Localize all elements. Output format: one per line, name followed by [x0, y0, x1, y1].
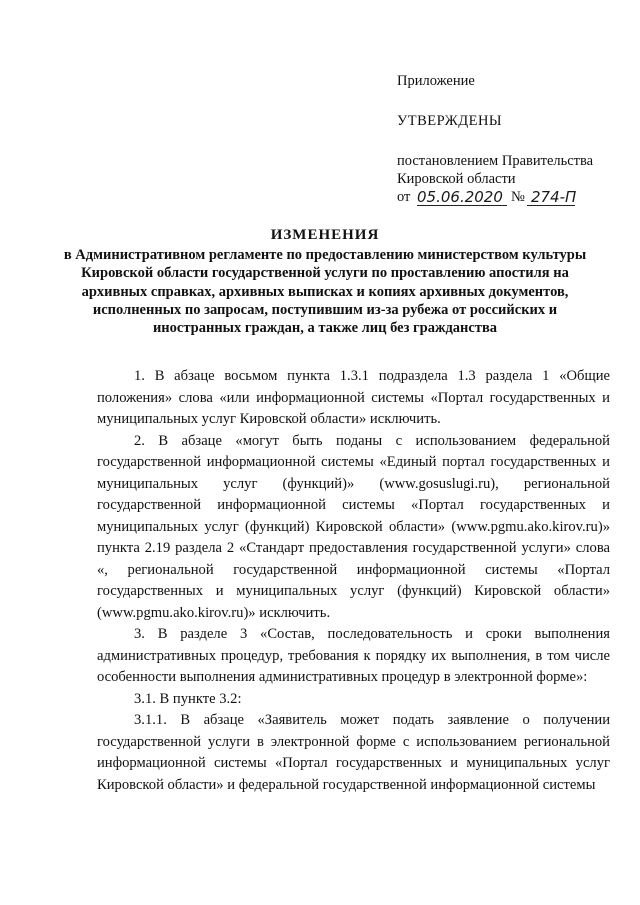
approval-block: [397, 72, 627, 208]
document-title: ИЗМЕНЕНИЯ: [270, 227, 380, 243]
handwritten-date: 05.06.2020: [417, 188, 503, 206]
paragraph-1: 1. В абзаце восьмом пункта 1.3.1 подраздела 1.3 раздела 1 «Общие положения» слова «или информационной системы «Портал государственных и муниципальных услуг Кировской области» исключить.: [97, 368, 610, 427]
document-heading: [60, 225, 590, 337]
number-underline: [527, 205, 575, 206]
date-underline: [417, 205, 507, 206]
appendix-label: Приложение: [397, 73, 475, 89]
paragraph-3-1-1: 3.1.1. В абзаце «Заявитель может подать заявление о получении государственной услуги в электронной форме с использованием региональной информационной системы «Портал государственных и муниципальных услуг Кировской области» и федеральной государственной информационной системы: [97, 712, 610, 793]
decree-line-1: постановлением Правительства: [397, 153, 594, 169]
paragraph-2: 2. В абзаце «могут быть поданы с использованием федеральной государственной информационной системы «Единый портал государственных и муниципальных услуг (функций)» (www.gosuslugi.ru), региональной государственной информационной системы «Портал государственных и муниципальных услуг (функций) Кировской области» (www.pgmu.ako.kirov.ru)» пункта 2.19 раздела 2 «Стандарт предоставления государственной услуги» слова «, региональной государственной информационной системы «Портал государственных и муниципальных услуг (функций) Кировской области» (www.pgmu.ako.kirov.ru)» исключить.: [97, 432, 610, 621]
paragraph-3: 3. В разделе 3 «Состав, последовательность и сроки выполнения административных процедур, требования к порядку их выполнения, в том числе особенности выполнения административных процедур в электронной форме»:: [97, 626, 610, 685]
paragraph-3-1: 3.1. В пункте 3.2:: [134, 690, 242, 707]
number-sign: №: [511, 189, 525, 205]
decree-line-2: Кировской области: [397, 171, 516, 187]
from-label: от: [397, 189, 411, 205]
document-body: [97, 366, 610, 796]
approved-label: УТВЕРЖДЕНЫ: [397, 113, 503, 129]
handwritten-number: 274-П: [531, 188, 577, 206]
document-subtitle: в Административном регламенте по предоставлению министерством культуры Кировской области государственной услуги по проставлению апостиля на архивных справках, архивных выписках и копиях архивных документов, исполненных по запросам, поступившим из-за рубежа от российских и иностранных граждан, а также лиц без гражданства: [63, 247, 587, 337]
decree-date-number-line: [397, 188, 627, 208]
decree-reference: [397, 152, 627, 208]
